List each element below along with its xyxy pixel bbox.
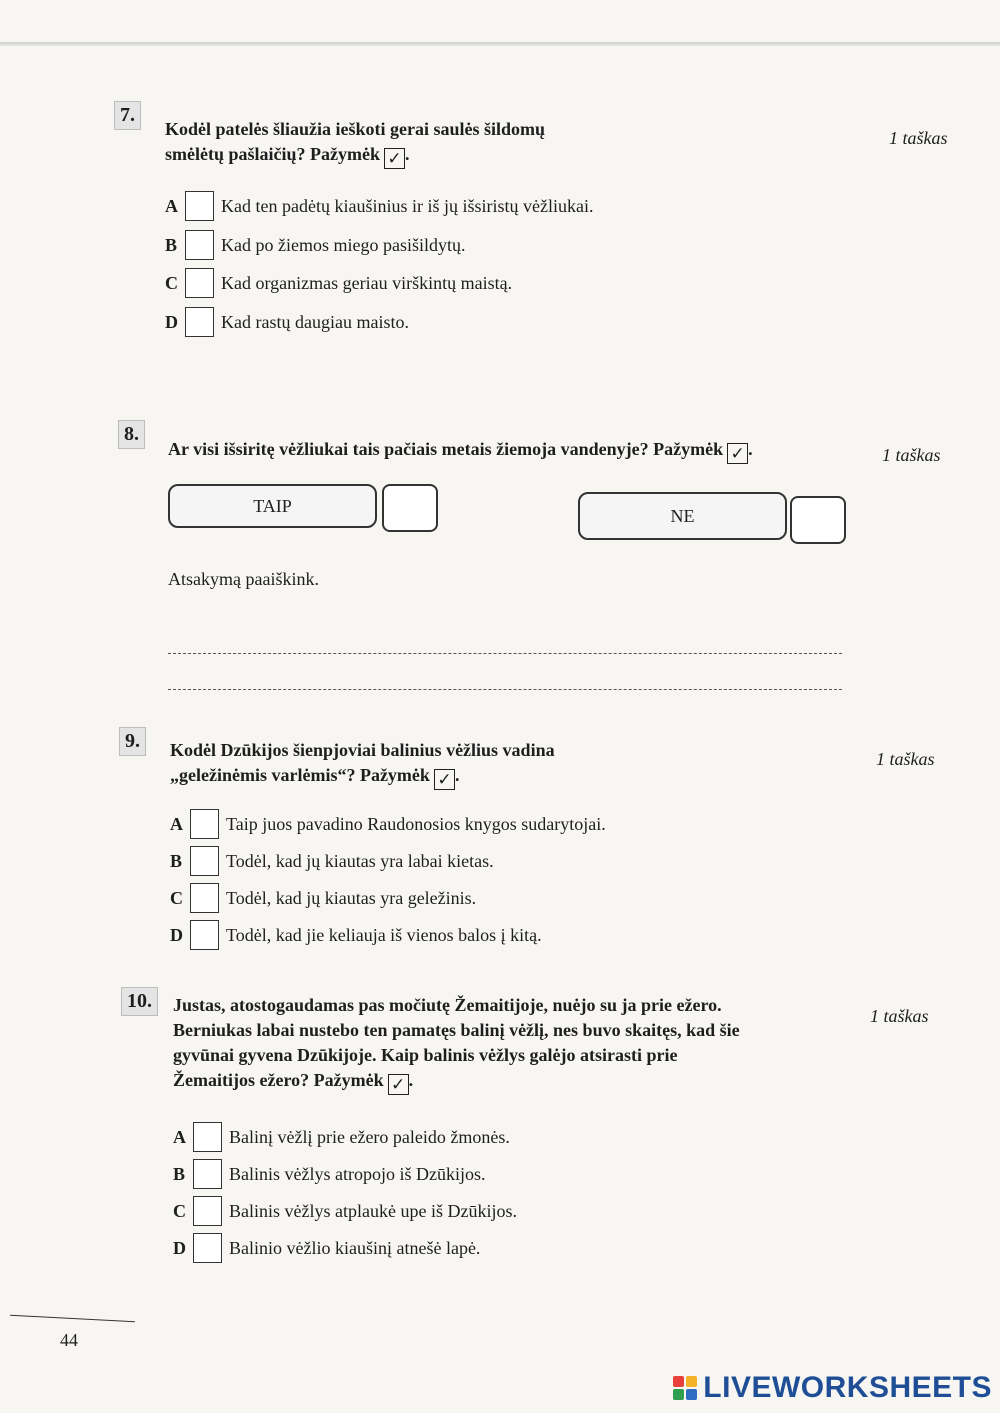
option-text: Balinis vėžlys atplaukė upe iš Dzūkijos. bbox=[229, 1200, 517, 1221]
question-8-line-1: Ar visi išsiritę vėžliukai tais pačiais metais žiemoja vandenyje? Pažymėk bbox=[168, 439, 724, 459]
answer-no-box[interactable] bbox=[790, 496, 846, 544]
question-8-points: 1 taškas bbox=[882, 445, 941, 465]
answer-line-1[interactable] bbox=[168, 653, 842, 654]
check-mark-icon: ✓ bbox=[434, 769, 455, 790]
option-letter: B bbox=[173, 1163, 186, 1184]
question-7-points: 1 taškas bbox=[889, 128, 948, 148]
answer-line-2[interactable] bbox=[168, 689, 842, 690]
option-letter: C bbox=[165, 272, 178, 293]
brand-icon bbox=[673, 1376, 697, 1400]
question-9-line-2-text: „geležinėmis varlėmis“? Pažymėk bbox=[170, 765, 430, 785]
question-7-option-c bbox=[165, 268, 512, 298]
question-9-option-b bbox=[170, 846, 494, 876]
option-letter: C bbox=[173, 1200, 186, 1221]
option-text: Kad organizmas geriau virškintų maistą. bbox=[221, 272, 513, 293]
question-8-text bbox=[168, 437, 753, 464]
option-letter: D bbox=[173, 1237, 186, 1258]
question-10-line-1: Justas, atostogaudamas pas močiutę Žemaitijoje, nuėjo su ja prie ežero. bbox=[173, 995, 722, 1015]
question-9-option-a bbox=[170, 809, 606, 839]
explain-label: Atsakymą paaiškink. bbox=[168, 569, 319, 589]
option-letter: B bbox=[165, 234, 178, 255]
answer-checkbox[interactable] bbox=[185, 268, 214, 298]
answer-yes-box[interactable] bbox=[382, 484, 438, 532]
option-text: Todėl, kad jų kiautas yra geležinis. bbox=[226, 887, 477, 908]
option-text: Todėl, kad jų kiautas yra labai kietas. bbox=[226, 850, 494, 871]
question-9-line-2 bbox=[170, 763, 555, 790]
question-10-line-4 bbox=[173, 1068, 740, 1095]
answer-no-label: NE bbox=[578, 492, 787, 540]
page-top-edge bbox=[0, 42, 1000, 46]
option-text: Taip juos pavadino Raudonosios knygos sudarytojai. bbox=[226, 813, 606, 834]
question-7-line-1: Kodėl patelės šliaužia ieškoti gerai saulės šildomų bbox=[165, 119, 546, 139]
brand-square-blue bbox=[686, 1389, 697, 1400]
question-8-number: 8. bbox=[118, 420, 145, 449]
question-10-number: 10. bbox=[121, 987, 158, 1016]
question-7-option-d bbox=[165, 307, 409, 337]
answer-checkbox[interactable] bbox=[190, 920, 219, 950]
question-7-line-2-text: smėlėtų pašlaičių? Pažymėk bbox=[165, 144, 380, 164]
answer-checkbox[interactable] bbox=[190, 846, 219, 876]
brand-name: LIVEWORKSHEETS bbox=[703, 1371, 992, 1404]
brand-square-yellow bbox=[686, 1376, 697, 1387]
option-text: Kad po žiemos miego pasišildytų. bbox=[221, 234, 466, 255]
brand-square-green bbox=[673, 1389, 684, 1400]
question-10-points: 1 taškas bbox=[870, 1006, 929, 1026]
answer-checkbox[interactable] bbox=[185, 230, 214, 260]
question-7-line-2 bbox=[165, 142, 545, 169]
answer-checkbox[interactable] bbox=[185, 307, 214, 337]
answer-yes-label: TAIP bbox=[168, 484, 377, 528]
question-9-line-1: Kodėl Dzūkijos šienpjoviai balinius vėžlius vadina bbox=[170, 740, 555, 760]
question-9-option-d bbox=[170, 920, 542, 950]
question-8-end-punct: . bbox=[748, 439, 753, 459]
option-text: Balinį vėžlį prie ežero paleido žmonės. bbox=[229, 1126, 510, 1147]
question-10-line-3: gyvūnai gyvena Dzūkijoje. Kaip balinis vėžlys galėjo atsirasti prie bbox=[173, 1045, 678, 1065]
question-10-option-b bbox=[173, 1159, 485, 1189]
option-letter: A bbox=[170, 813, 183, 834]
question-7-text bbox=[165, 117, 545, 169]
brand-logo[interactable] bbox=[673, 1371, 992, 1405]
check-mark-icon: ✓ bbox=[727, 443, 748, 464]
page-number: 44 bbox=[60, 1330, 78, 1350]
option-letter: B bbox=[170, 850, 183, 871]
answer-checkbox[interactable] bbox=[190, 809, 219, 839]
question-7-option-a bbox=[165, 191, 593, 221]
option-text: Balinio vėžlio kiaušinį atnešė lapė. bbox=[229, 1237, 481, 1258]
option-letter: A bbox=[165, 195, 178, 216]
option-text: Kad ten padėtų kiaušinius ir iš jų išsiristų vėžliukai. bbox=[221, 195, 594, 216]
question-9-option-c bbox=[170, 883, 476, 913]
question-9-points: 1 taškas bbox=[876, 749, 935, 769]
answer-checkbox[interactable] bbox=[190, 883, 219, 913]
option-text: Kad rastų daugiau maisto. bbox=[221, 311, 409, 332]
question-10-option-c bbox=[173, 1196, 517, 1226]
option-letter: C bbox=[170, 887, 183, 908]
question-10-option-a bbox=[173, 1122, 510, 1152]
option-letter: A bbox=[173, 1126, 186, 1147]
option-text: Todėl, kad jie keliauja iš vienos balos į kitą. bbox=[226, 924, 542, 945]
footer-line bbox=[10, 1315, 135, 1323]
question-10-option-d bbox=[173, 1233, 480, 1263]
question-9-text bbox=[170, 738, 555, 790]
check-mark-icon: ✓ bbox=[384, 148, 405, 169]
question-7-number: 7. bbox=[114, 101, 141, 130]
question-7-end-punct: . bbox=[404, 144, 410, 164]
brand-square-red bbox=[673, 1376, 684, 1387]
answer-checkbox[interactable] bbox=[193, 1159, 222, 1189]
question-10-line-2: Berniukas labai nustebo ten pamatęs balinį vėžlį, nes buvo skaitęs, kad šie bbox=[173, 1020, 740, 1040]
answer-checkbox[interactable] bbox=[193, 1233, 222, 1263]
question-7-option-b bbox=[165, 230, 465, 260]
question-10-end-punct: . bbox=[408, 1070, 414, 1090]
question-9-end-punct: . bbox=[454, 765, 460, 785]
question-9-number: 9. bbox=[119, 727, 146, 756]
question-10-line-4-text: Žemaitijos ežero? Pažymėk bbox=[173, 1070, 384, 1090]
answer-checkbox[interactable] bbox=[193, 1196, 222, 1226]
answer-checkbox[interactable] bbox=[185, 191, 214, 221]
option-letter: D bbox=[170, 924, 183, 945]
check-mark-icon: ✓ bbox=[388, 1074, 409, 1095]
question-10-text bbox=[173, 993, 740, 1095]
answer-checkbox[interactable] bbox=[193, 1122, 222, 1152]
option-letter: D bbox=[165, 311, 178, 332]
option-text: Balinis vėžlys atropojo iš Dzūkijos. bbox=[229, 1163, 486, 1184]
